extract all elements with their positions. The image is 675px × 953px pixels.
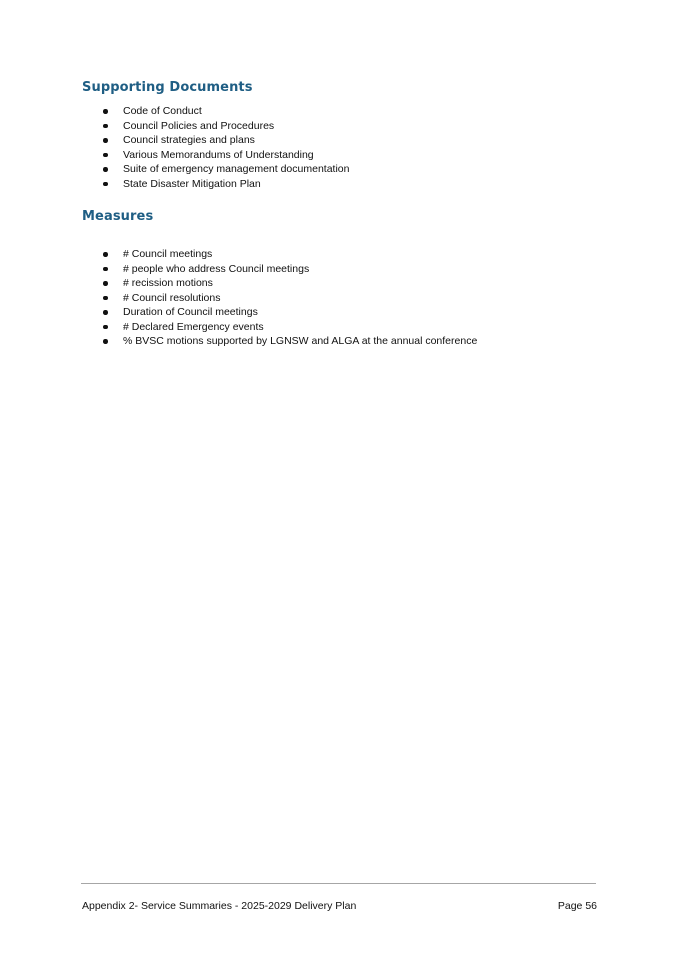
footer-page-number: Page 56 <box>557 900 597 912</box>
bullet-icon <box>103 310 108 315</box>
list-item-text: Suite of emergency management documentation <box>123 163 350 175</box>
measures-list <box>100 247 477 349</box>
list-item-text: % BVSC motions supported by LGNSW and ALGA at the annual conference <box>123 335 478 347</box>
list-item-text: State Disaster Mitigation Plan <box>123 177 261 190</box>
list-item <box>100 334 477 349</box>
list-item <box>100 133 349 148</box>
bullet-icon <box>103 124 108 129</box>
list-item-text: Various Memorandums of Understanding <box>123 148 314 161</box>
list-item-text: # Declared Emergency events <box>123 320 264 333</box>
list-item <box>100 162 349 177</box>
list-item <box>100 262 477 277</box>
list-item <box>100 104 349 119</box>
list-item <box>100 247 477 262</box>
supporting-documents-list <box>100 104 349 191</box>
bullet-icon <box>103 182 108 187</box>
list-item-text: # recission motions <box>123 277 213 289</box>
bullet-icon <box>103 153 108 158</box>
list-item <box>100 291 477 306</box>
supporting-documents-heading: Supporting Documents <box>82 80 253 95</box>
footer-document-title: Appendix 2- Service Summaries - 2025-2029 Delivery Plan <box>82 900 357 912</box>
bullet-icon <box>103 167 108 172</box>
list-item-text: Council Policies and Procedures <box>123 119 275 132</box>
bullet-icon <box>103 339 108 344</box>
list-item <box>100 305 477 320</box>
list-item-text: # Council resolutions <box>123 291 221 304</box>
bullet-icon <box>103 281 108 286</box>
list-item-text: # Council meetings <box>123 248 213 260</box>
list-item <box>100 177 349 192</box>
list-item <box>100 148 349 163</box>
bullet-icon <box>103 325 108 330</box>
measures-heading: Measures <box>82 209 154 224</box>
list-item-text: # people who address Council meetings <box>123 262 310 275</box>
bullet-icon <box>103 109 108 114</box>
footer-divider <box>81 883 596 884</box>
list-item-text: Duration of Council meetings <box>123 306 258 318</box>
list-item <box>100 119 349 134</box>
bullet-icon <box>103 267 108 272</box>
list-item-text: Council strategies and plans <box>123 134 255 146</box>
list-item <box>100 276 477 291</box>
list-item-text: Code of Conduct <box>123 105 202 117</box>
bullet-icon <box>103 252 108 257</box>
bullet-icon <box>103 138 108 143</box>
bullet-icon <box>103 296 108 301</box>
list-item <box>100 320 477 335</box>
